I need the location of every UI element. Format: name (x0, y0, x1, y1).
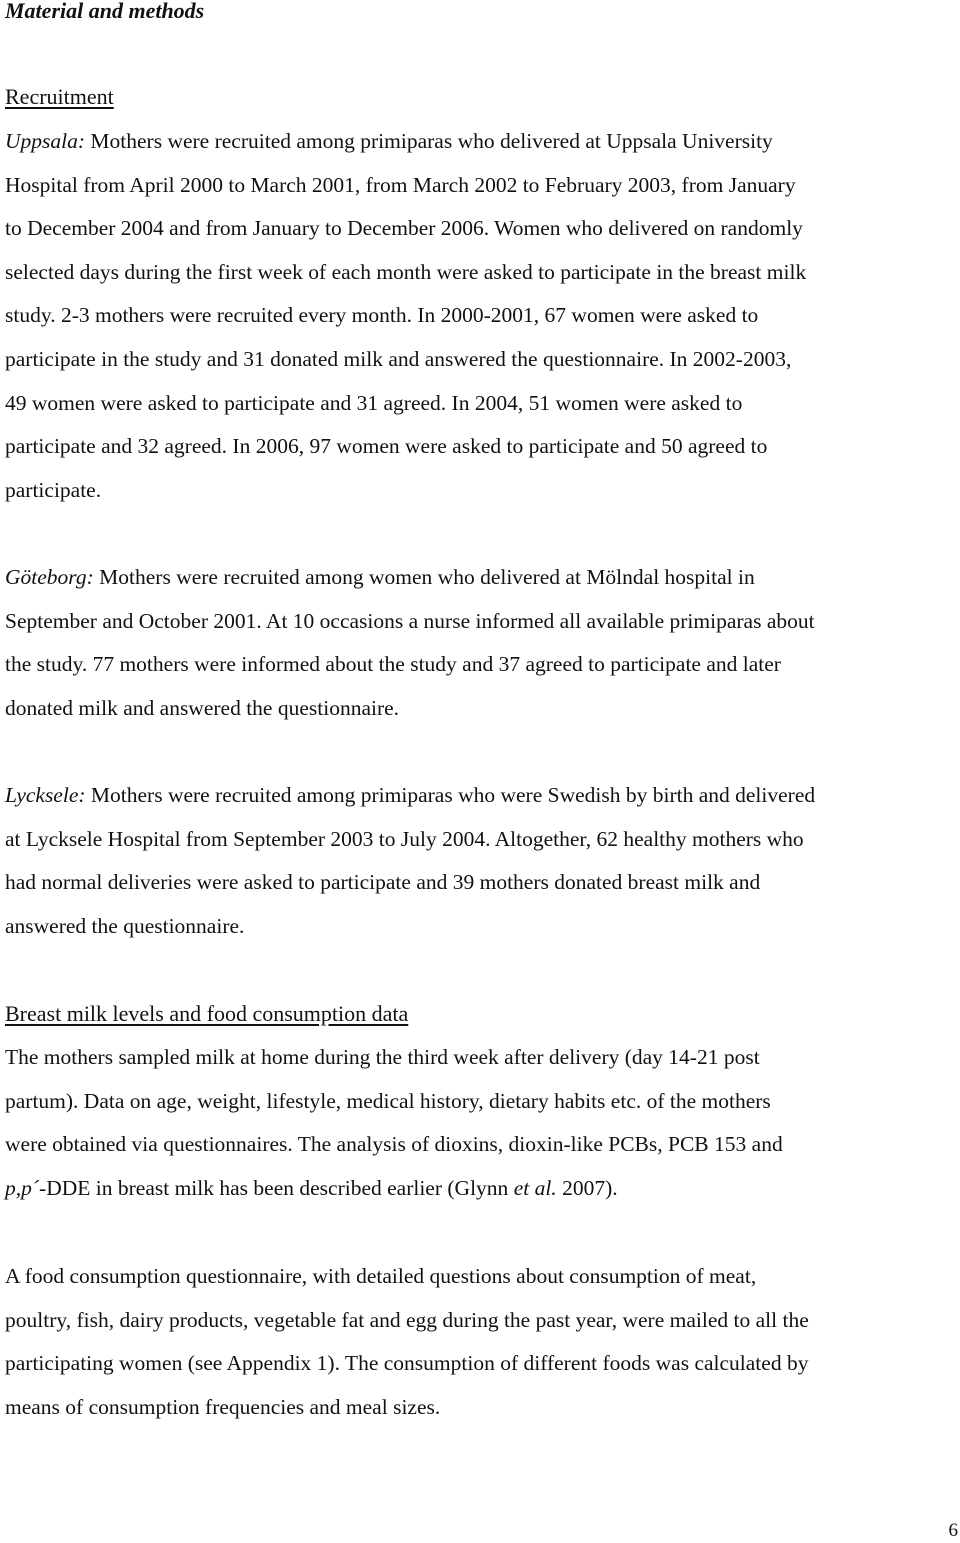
paragraph-line: participate. (5, 477, 102, 502)
paragraph-line: Lycksele: Mothers were recruited among primiparas who were Swedish by birth and delivered (5, 783, 816, 807)
paragraph-line: at Lycksele Hospital from September 2003 to July 2004. Altogether, 62 healthy mothers who (5, 826, 804, 851)
pp-prefix: p,p´ (5, 1175, 40, 1200)
paragraph-line: Hospital from April 2000 to March 2001, from March 2002 to February 2003, from January (5, 172, 796, 197)
paragraph-line: to December 2004 and from January to December 2006. Women who delivered on randomly (5, 216, 803, 241)
paragraph-line: study. 2-3 mothers were recruited every month. In 2000-2001, 67 women were asked to (5, 303, 759, 328)
breast-milk-heading: Breast milk levels and food consumption data (5, 1001, 409, 1026)
paragraph-line: participate in the study and 31 donated milk and answered the questionnaire. In 2002-2003, (5, 346, 792, 371)
paragraph-line: selected days during the first week of each month were asked to participate in the breast milk (5, 259, 807, 284)
paragraph-line: Uppsala: Mothers were recruited among primiparas who delivered at Uppsala University (5, 129, 773, 153)
breast-milk-paragraph (5, 1036, 960, 1210)
paragraph-line: were obtained via questionnaires. The analysis of dioxins, dioxin-like PCBs, PCB 153 and (5, 1132, 783, 1157)
goteborg-lead: Göteborg: (5, 565, 94, 589)
paragraph-line: September and October 2001. At 10 occasions a nurse informed all available primiparas about (5, 608, 815, 633)
recruitment-heading: Recruitment (5, 84, 114, 109)
goteborg-paragraph (5, 556, 960, 730)
et-al: et al. (513, 1175, 557, 1200)
paragraph-line: A food consumption questionnaire, with detailed questions about consumption of meat, (5, 1264, 757, 1288)
uppsala-lead: Uppsala: (5, 129, 86, 153)
paragraph-line: donated milk and answered the questionnaire. (5, 695, 400, 720)
paragraph-line: had normal deliveries were asked to participate and 39 mothers donated breast milk and (5, 870, 761, 895)
paragraph-line: answered the questionnaire. (5, 913, 245, 938)
uppsala-paragraph (5, 120, 960, 512)
paragraph-line: The mothers sampled milk at home during the third week after delivery (day 14-21 post (5, 1045, 760, 1069)
paragraph-line: means of consumption frequencies and meal sizes. (5, 1394, 441, 1419)
lycksele-paragraph (5, 774, 960, 948)
paragraph-line: Göteborg: Mothers were recruited among women who delivered at Mölndal hospital in (5, 565, 755, 589)
paragraph-line: participate and 32 agreed. In 2006, 97 women were asked to participate and 50 agreed to (5, 434, 768, 459)
paragraph-line: poultry, fish, dairy products, vegetable fat and egg during the past year, were mailed to all the (5, 1307, 809, 1332)
food-questionnaire-paragraph (5, 1255, 960, 1429)
paragraph-line: the study. 77 mothers were informed about the study and 37 agreed to participate and later (5, 652, 781, 677)
paragraph-line: participating women (see Appendix 1). The consumption of different foods was calculated by (5, 1351, 809, 1376)
lycksele-lead: Lycksele: (5, 783, 86, 807)
paragraph-line: 49 women were asked to participate and 31 agreed. In 2004, 51 women were asked to (5, 390, 743, 415)
page-number: 6 (948, 1520, 958, 1541)
paragraph-line: partum). Data on age, weight, lifestyle, medical history, dietary habits etc. of the mothers (5, 1088, 771, 1113)
paragraph-line: p,p´-DDE in breast milk has been described earlier (Glynn et al. 2007). (5, 1175, 618, 1200)
section-title: Material and methods (5, 0, 205, 23)
